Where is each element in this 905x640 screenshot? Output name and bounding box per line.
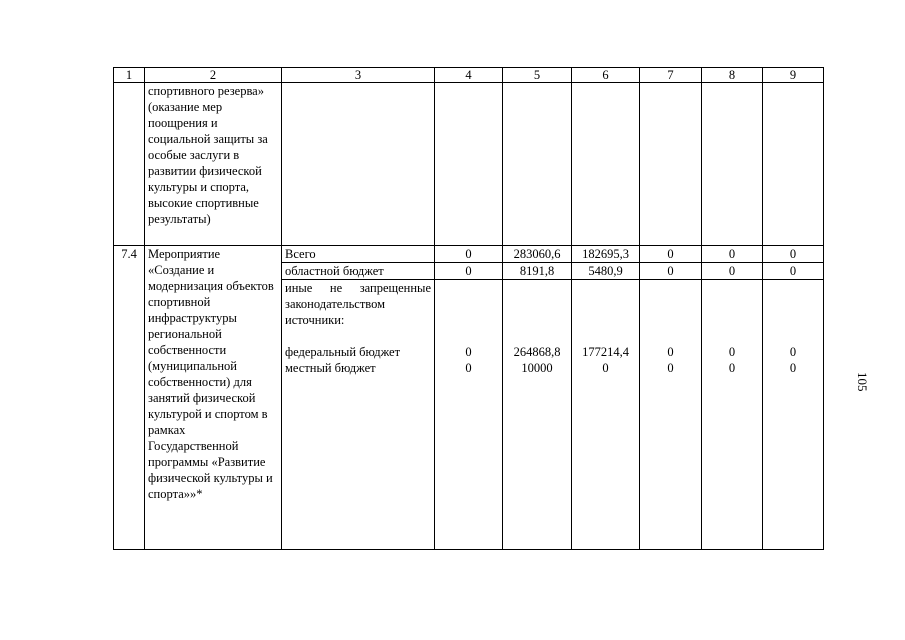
header-cell-1: 1 — [114, 68, 145, 83]
header-cell-7: 7 — [640, 68, 702, 83]
total-c6: 182695,3 — [572, 246, 640, 263]
local-c7: 0 — [667, 361, 674, 375]
total-c4: 0 — [435, 246, 503, 263]
local-c9: 0 — [789, 361, 797, 375]
federal-c6: 177214,4 — [582, 345, 629, 359]
regional-c4: 0 — [435, 263, 503, 280]
total-c8: 0 — [702, 246, 763, 263]
federal-c9: 0 — [789, 345, 797, 359]
header-row — [114, 68, 824, 83]
federal-label: федеральный бюджет — [285, 345, 401, 359]
header-cell-3: 3 — [282, 68, 435, 83]
federal-c4: 0 — [465, 345, 472, 359]
page-number: 105 — [855, 372, 870, 392]
header-cell-6: 6 — [572, 68, 640, 83]
regional-c6: 5480,9 — [572, 263, 640, 280]
header-cell-2: 2 — [145, 68, 282, 83]
federal-c7: 0 — [667, 345, 674, 359]
federal-c5: 264868,8 — [513, 345, 561, 359]
continued-row — [114, 83, 824, 246]
total-label: Всего — [282, 246, 435, 263]
local-c5: 10000 — [521, 361, 553, 375]
regional-c9: 0 — [763, 263, 824, 280]
other-sources-label-2: законодательством источники: — [285, 297, 386, 327]
total-c9: 0 — [763, 246, 824, 263]
local-c8: 0 — [728, 361, 736, 375]
continued-description: спортивного резерва» (оказание мер поощрения и социальной защиты за особые заслуги в развитии физической культуры и спорта, высокие спортивные результаты) — [145, 83, 282, 246]
total-c5: 283060,6 — [503, 246, 572, 263]
header-cell-8: 8 — [702, 68, 763, 83]
measure-description: Мероприятие «Создание и модернизация объектов спортивной инфраструктуры региональной собственности (муниципальной собственности) для занятий физической культурой и спортом в рамках Государственной программы «Развитие физической культуры и спорта»»* — [145, 246, 282, 550]
header-cell-9: 9 — [763, 68, 824, 83]
federal-c8: 0 — [728, 345, 736, 359]
regional-c8: 0 — [702, 263, 763, 280]
local-c6: 0 — [602, 361, 609, 375]
row-number: 7.4 — [114, 246, 145, 550]
local-label: местный бюджет — [285, 361, 376, 375]
row-7-4-total — [114, 246, 824, 263]
total-c7: 0 — [640, 246, 702, 263]
regional-label: областной бюджет — [282, 263, 435, 280]
local-c4: 0 — [465, 361, 472, 375]
budget-table — [113, 67, 824, 550]
other-sources-cell — [282, 280, 435, 550]
header-cell-4: 4 — [435, 68, 503, 83]
regional-c7: 0 — [640, 263, 702, 280]
header-cell-5: 5 — [503, 68, 572, 83]
other-sources-label-1: иные не запрещенные — [285, 281, 431, 295]
regional-c5: 8191,8 — [503, 263, 572, 280]
